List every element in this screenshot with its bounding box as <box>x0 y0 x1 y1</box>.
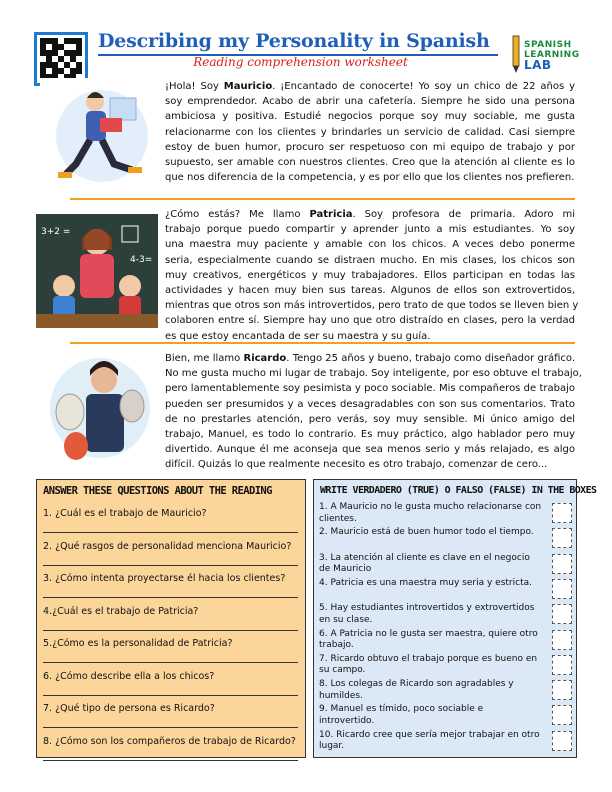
statement-item <box>319 502 544 525</box>
logo-line-1: SPANISH <box>524 40 572 50</box>
statement-item <box>319 629 544 652</box>
answer-line[interactable] <box>43 597 298 598</box>
reading-line: una maestra muy paciente y amable con los chicos. A veces debo ponerme <box>165 239 575 251</box>
answer-box[interactable] <box>552 528 572 548</box>
reading-line: muy creativos, energéticos y muy trabajadores. Ellos participan en todas las <box>165 269 575 281</box>
statement-line: 7. Ricardo obtuvo el trabajo porque es bueno en <box>319 653 538 664</box>
question-item: 3. ¿Cómo intenta proyectarse él hacia los clientes? <box>43 573 286 584</box>
reading-patricia <box>165 207 579 344</box>
statement-item <box>319 730 544 753</box>
answer-line[interactable] <box>43 727 298 728</box>
statement-line: 8. Los colegas de Ricardo son agradables y <box>319 679 514 690</box>
answer-box[interactable] <box>552 655 572 675</box>
answer-box[interactable] <box>552 503 572 523</box>
reading-line: difícil. Quizás lo que realmente necesito es otro trabajo, comenzar de cero... <box>165 459 548 471</box>
statement-line: 9. Manuel es tímido, poco sociable e <box>319 704 484 715</box>
svg-text:3+2 =: 3+2 = <box>41 227 71 237</box>
statement-line: 10. Ricardo cree que sería mejor trabajar en otro <box>319 729 540 740</box>
questions-box <box>36 479 306 758</box>
statement-line: de Mauricio <box>319 564 372 575</box>
statement-line: en su clase. <box>319 614 373 625</box>
answer-box[interactable] <box>552 705 572 725</box>
reading-line: colaboren entre sí. Siempre hay uno que otro distraído en clases, pero la verdad <box>165 315 575 327</box>
reading-line: de no prestarles atención, pero verás, soy muy sensible. Mi único amigo del <box>165 413 575 425</box>
reading-mauricio <box>165 79 575 185</box>
answer-box[interactable] <box>552 604 572 624</box>
reading-line: mientras que otros son más introvertidos, pero trato de que todos se lleven bien y <box>165 300 579 312</box>
statement-item <box>319 603 544 626</box>
page-subtitle: Reading comprehension worksheet <box>193 55 408 69</box>
answer-box[interactable] <box>552 731 572 751</box>
section-divider <box>70 342 575 344</box>
reading-line: que nos diferencia de la competencia, y es por ello que los clientes nos prefieren. <box>165 172 575 184</box>
statement-item <box>319 654 544 677</box>
statement-line: humildes. <box>319 690 363 701</box>
reading-line: seria, especialmente cuando se distraen mucho. En mis clases, los chicos son <box>165 254 575 266</box>
page-title: Describing my Personality in Spanish <box>98 30 490 52</box>
statement-item <box>319 679 544 702</box>
reading-line: pueden ser presumidos y a veces desagradables con son sus comentarios. Trato <box>165 398 575 410</box>
statement-line: trabajo. <box>319 640 354 650</box>
question-item: 1. ¿Cuál es el trabajo de Mauricio? <box>43 508 207 519</box>
statement-item <box>319 704 544 727</box>
statement-line: 5. Hay estudiantes introvertidos y extrovertidos <box>319 603 535 614</box>
reading-line: es que estoy encantada de ser su maestra y su guía. <box>165 330 431 342</box>
answer-box[interactable] <box>552 680 572 700</box>
reading-line: actividades y hacen muy bien sus tareas. Algunos de ellos son extrovertidos, <box>165 285 575 297</box>
ricardo-illustration <box>40 350 158 468</box>
statement-item <box>319 553 544 576</box>
answer-line[interactable] <box>43 565 298 566</box>
statement-line: 6. A Patricia no le gusta ser maestra, quiere otro <box>319 628 538 639</box>
statement-line: 2. Mauricio está de buen humor todo el tiempo. <box>319 527 534 538</box>
statement-line: clientes. <box>319 513 357 524</box>
reading-line: ¿Cómo estás? Me llamo Patricia. Soy profesora de primaria. Adoro mi <box>165 209 575 220</box>
reading-line: relacionarme con los clientes y brindarles un servicio de calidad. Casi siempre <box>165 126 575 138</box>
answer-line[interactable] <box>43 630 298 631</box>
reading-line: trabajo, Manuel, es todo lo contrario. Es muy práctico, algo hablador pero muy <box>165 429 575 441</box>
answer-box[interactable] <box>552 579 572 599</box>
brand-logo <box>508 34 578 74</box>
reading-line: soy emprendedor. Acabo de abrir una cafetería. Siempre he sido una persona <box>165 96 575 108</box>
true-false-box <box>313 479 597 758</box>
reading-line: supuesto, ser amable con nuestros clientes. Creo que la atención al cliente es lo <box>165 157 575 169</box>
reading-line: Bien, me llamo Ricardo. Tengo 25 años y bueno, trabajo como diseñador gráfico. <box>165 353 576 364</box>
statement-line: 3. La atención al cliente es clave en el negocio <box>319 552 530 563</box>
true-false-heading: WRITE VERDADERO (TRUE) O FALSO (FALSE) IN THE BOXES <box>320 485 597 496</box>
answer-line[interactable] <box>43 695 298 696</box>
reading-line: ambiciosa y positiva. Estudié negocios porque soy muy sociable, me gusta <box>165 111 575 123</box>
statement-line: 4. Patricia es una maestra muy seria y estricta. <box>319 577 532 588</box>
statement-line: 1. A Mauricio no le gusta mucho relacionarse con <box>319 502 542 512</box>
statement-line: su campo. <box>319 665 366 676</box>
question-item: 7. ¿Qué tipo de persona es Ricardo? <box>43 703 215 714</box>
answer-box[interactable] <box>552 554 572 574</box>
answer-line[interactable] <box>43 532 298 533</box>
answer-box[interactable] <box>552 630 572 650</box>
statement-item <box>319 527 544 539</box>
mauricio-illustration <box>40 78 158 196</box>
logo-line-2: LEARNING <box>524 50 580 60</box>
questions-heading: ANSWER THESE QUESTIONS ABOUT THE READING <box>43 485 272 497</box>
statement-line: introvertido. <box>319 715 375 726</box>
question-item: 5.¿Cómo es la personalidad de Patricia? <box>43 638 233 649</box>
answer-line[interactable] <box>43 760 298 761</box>
question-item: 6. ¿Cómo describe ella a los chicos? <box>43 670 215 682</box>
reading-line: pero lamentablemente soy pesimista y poco sociable. Mis compañeros de trabajo <box>165 383 575 395</box>
section-divider <box>70 198 575 200</box>
question-item: 2. ¿Qué rasgos de personalidad menciona Mauricio? <box>43 540 292 552</box>
answer-line[interactable] <box>43 662 298 663</box>
reading-ricardo <box>165 351 582 473</box>
reading-line: ¡Hola! Soy Mauricio. ¡Encantado de conocerte! Yo soy un chico de 22 años y <box>165 81 575 92</box>
statement-line: lugar. <box>319 741 345 752</box>
statement-item <box>319 578 544 590</box>
reading-line: estoy de buen humor, procuro ser respetuoso con mi equipo de trabajo y por <box>165 141 575 153</box>
question-item: 8. ¿Cómo son los compañeros de trabajo de Ricardo? <box>43 735 296 747</box>
logo-line-3: LAB <box>524 58 552 72</box>
reading-line: divertido. Aunque él me aconseja que sea menos serio y más relajado, es algo <box>165 444 575 456</box>
svg-text:4-3=: 4-3= <box>130 255 153 265</box>
question-item: 4.¿Cuál es el trabajo de Patricia? <box>43 605 199 617</box>
reading-line: No me gusta mucho mi lugar de trabajo. Soy inteligente, por eso obtuve el trabajo, <box>165 368 582 380</box>
pencil-icon <box>508 34 524 74</box>
patricia-illustration <box>36 206 158 328</box>
reading-line: trabajo porque puedo compartir y aprender junto a mis estudiantes. Yo soy <box>165 224 575 236</box>
